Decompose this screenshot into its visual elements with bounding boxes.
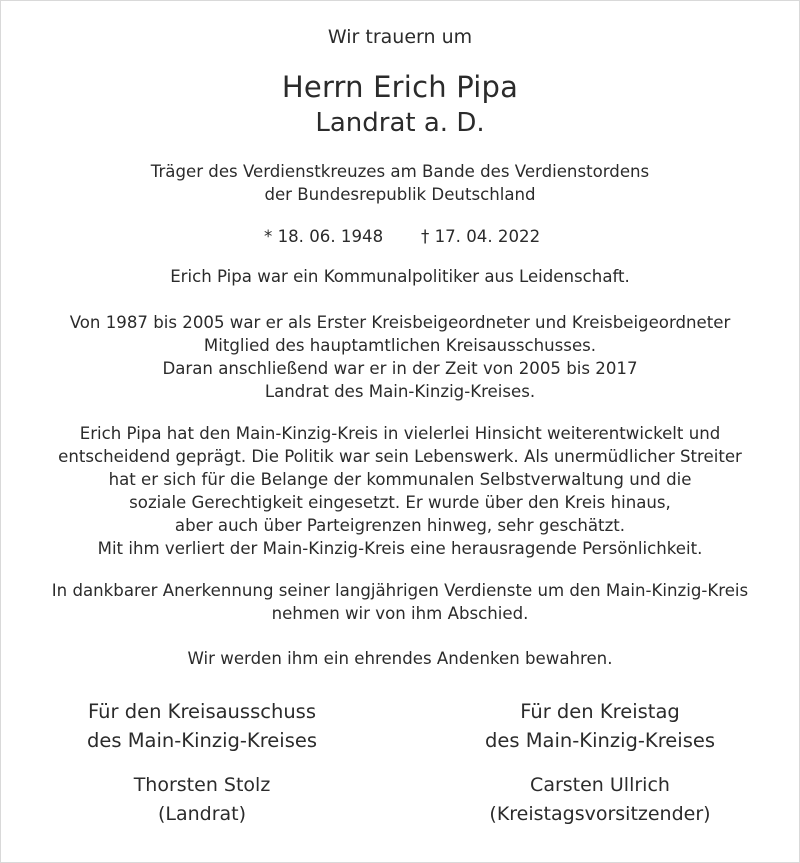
paragraph-2-line-3: Daran anschließend war er in der Zeit von 2005 bis 2017 xyxy=(162,359,638,378)
deceased-name: Herrn Erich Pipa xyxy=(281,70,519,104)
right-signer-name: Carsten Ullrich xyxy=(530,774,670,796)
paragraph-2-line-1: Von 1987 bis 2005 war er als Erster Kreisbeigeordneter und Kreisbeigeordneter xyxy=(69,313,731,332)
signature-block-right xyxy=(410,697,790,829)
left-signer-role: (Landrat) xyxy=(157,803,247,825)
left-org-line-2: des Main-Kinzig-Kreises xyxy=(86,729,318,752)
right-signer-role: (Kreistagsvorsitzender) xyxy=(489,803,711,825)
paragraph-3-line-5: aber auch über Parteigrenzen hinweg, sehr geschätzt. xyxy=(174,516,626,535)
right-org-line-2: des Main-Kinzig-Kreises xyxy=(484,729,716,752)
paragraph-1-line-1: Erich Pipa war ein Kommunalpolitiker aus Leidenschaft. xyxy=(170,267,630,286)
paragraph-3-line-6: Mit ihm verliert der Main-Kinzig-Kreis eine herausragende Persönlichkeit. xyxy=(97,539,703,558)
left-signer-name: Thorsten Stolz xyxy=(133,774,271,796)
paragraph-3-line-1: Erich Pipa hat den Main-Kinzig-Kreis in vielerlei Hinsicht weiterentwickelt und xyxy=(79,424,721,443)
honor-line-1: Träger des Verdienstkreuzes am Bande des Verdienstordens xyxy=(150,162,650,181)
birth-date: * 18. 06. 1948 xyxy=(264,227,384,246)
honor-line-2: der Bundesrepublik Deutschland xyxy=(264,185,536,204)
paragraph-2-line-4: Landrat des Main-Kinzig-Kreises. xyxy=(264,382,536,401)
paragraph-3-line-4: soziale Gerechtigkeit eingesetzt. Er wurde über den Kreis hinaus, xyxy=(129,493,671,512)
right-org-line-1: Für den Kreistag xyxy=(520,700,680,723)
paragraph-2-line-2: Mitglied des hauptamtlichen Kreisausschusses. xyxy=(203,336,597,355)
paragraph-4-line-1: In dankbarer Anerkennung seiner langjährigen Verdienste um den Main-Kinzig-Kreis xyxy=(51,581,749,600)
paragraph-3-line-2: entscheidend geprägt. Die Politik war sein Lebenswerk. Als unermüdlicher Streiter xyxy=(58,447,742,466)
death-date: † 17. 04. 2022 xyxy=(421,227,541,246)
intro-line: Wir trauern um xyxy=(327,26,473,48)
paragraph-3-line-3: hat er sich für die Belange der kommunalen Selbstverwaltung und die xyxy=(108,470,692,489)
paragraph-4-line-2: nehmen wir von ihm Abschied. xyxy=(271,604,529,623)
signature-block-left xyxy=(12,697,392,829)
left-org-line-1: Für den Kreisausschuss xyxy=(88,700,316,723)
paragraph-5-line-1: Wir werden ihm ein ehrendes Andenken bewahren. xyxy=(187,649,613,668)
deceased-title: Landrat a. D. xyxy=(315,108,485,138)
